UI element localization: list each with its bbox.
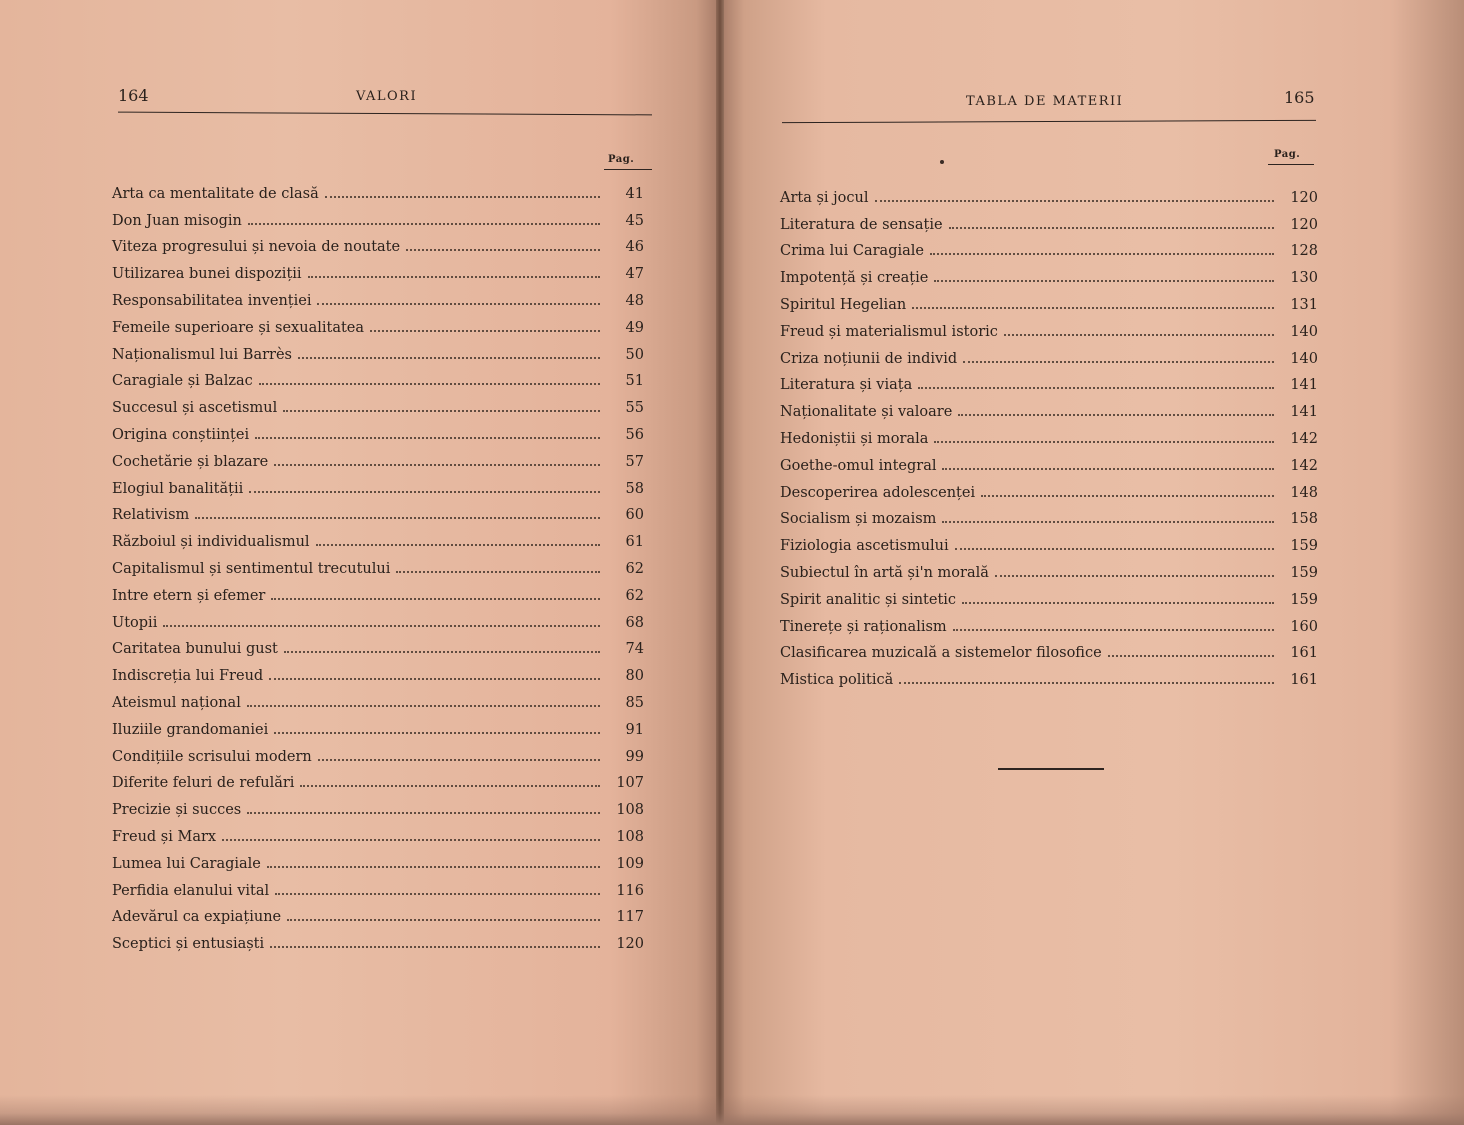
toc-entry-title: Goethe-omul integral [780,457,937,474]
toc-entry-title: Naționalismul lui Barrès [112,346,292,363]
toc-entry-title: Capitalismul și sentimentul trecutului [112,560,391,577]
toc-leader-dots [995,575,1274,577]
toc-entry-title: Subiectul în artă și'n morală [780,564,989,581]
toc-entry-title: Socialism și mozaism [780,511,937,528]
toc-entry-page: 142 [1290,457,1318,474]
toc-entry [780,502,1318,529]
toc-entry-title: Precizie și succes [112,802,242,819]
toc-leader-dots [274,464,600,466]
page-bottom-edge [0,1095,1464,1125]
toc-entry [780,528,1318,555]
toc-entry-title: Clasificarea muzicală a sistemelor filosofice [780,645,1102,662]
toc-entry [112,230,644,257]
toc-entry-page: 48 [625,292,644,309]
toc-entry-title: Freud și Marx [112,828,217,845]
toc-entry-title: Mistica politică [780,672,894,689]
toc-entry [780,368,1318,395]
toc-entry [112,873,644,900]
toc-entry [780,662,1318,689]
toc-entry-page: 51 [625,373,644,390]
toc-entry-title: Tinerețe și raționalism [780,618,947,635]
toc-entry-title: Hedoniștii și morala [780,430,929,447]
toc-leader-dots [918,387,1274,389]
toc-entry-title: Condițiile scrisului modern [112,748,312,765]
toc-entry-page: 74 [625,641,644,658]
toc-entry-page: 55 [625,400,644,417]
toc-entry [780,180,1318,207]
toc-entry-page: 50 [625,346,644,363]
right-page-header [782,86,1318,110]
toc-entry-title: Caritatea bunului gust [112,641,278,658]
left-pag-rule [604,169,652,170]
toc-entry-page: 141 [1290,377,1318,394]
toc-entry-page: 56 [625,426,644,443]
toc-entry [780,394,1318,421]
toc-entry-page: 80 [625,668,644,685]
toc-leader-dots [267,866,600,868]
toc-leader-dots [930,253,1274,255]
toc-entry [112,364,644,391]
toc-leader-dots [163,625,600,627]
toc-entry-page: 141 [1290,404,1318,421]
toc-entry-page: 159 [1290,591,1318,608]
toc-entry-page: 120 [616,936,644,953]
toc-entry-title: Crima lui Caragiale [780,243,924,260]
toc-entry-page: 57 [625,453,644,470]
toc-entry-page: 116 [616,882,644,899]
toc-entry [780,421,1318,448]
toc-entry-title: Criza noțiunii de individ [780,350,958,367]
toc-leader-dots [955,548,1274,550]
toc-leader-dots [981,495,1274,497]
toc-entry [112,792,644,819]
toc-leader-dots [300,785,600,787]
toc-entry [780,341,1318,368]
toc-entry [780,475,1318,502]
toc-entry-title: Indiscreția lui Freud [112,668,264,685]
toc-leader-dots [942,521,1274,523]
toc-entry [112,900,644,927]
toc-entry-title: Succesul și ascetismul [112,400,278,417]
toc-entry-title: Ateismul național [112,694,241,711]
toc-entry [780,448,1318,475]
toc-entry-title: Utilizarea bunei dispoziții [112,266,302,283]
toc-entry [112,685,644,712]
toc-leader-dots [963,361,1274,363]
toc-entry [780,287,1318,314]
toc-entry-page: 99 [625,748,644,765]
toc-entry [112,310,644,337]
toc-leader-dots [325,196,600,198]
toc-leader-dots [912,307,1274,309]
toc-entry [780,234,1318,261]
toc-entry-page: 140 [1290,323,1318,340]
toc-entry-title: Femeile superioare și sexualitatea [112,319,365,336]
toc-entry-title: Naționalitate și valoare [780,404,953,421]
toc-entry-title: Impotență și creație [780,270,929,287]
toc-leader-dots [1004,334,1274,336]
toc-entry-page: 49 [625,319,644,336]
toc-entry-title: Literatura și viața [780,377,913,394]
toc-entry [112,283,644,310]
toc-entry-title: Arta ca mentalitate de clasă [112,185,319,202]
toc-entry-page: 91 [625,721,644,738]
toc-entry-title: Cochetărie și blazare [112,453,269,470]
toc-leader-dots [958,414,1274,416]
toc-entry-page: 62 [625,560,644,577]
toc-entry-page: 159 [1290,538,1318,555]
toc-entry-page: 161 [1290,645,1318,662]
toc-leader-dots [949,227,1274,229]
right-running-title: TABLA DE MATERII [966,94,1124,109]
toc-entry [780,636,1318,663]
left-page-header [118,86,648,110]
toc-entry-title: Arta și jocul [780,189,869,206]
toc-entry [112,846,644,873]
toc-entry-title: Fiziologia ascetismului [780,538,949,555]
toc-entry-page: 45 [625,212,644,229]
toc-entry [112,417,644,444]
toc-leader-dots [370,330,600,332]
toc-leader-dots [396,571,600,573]
toc-entry-page: 58 [625,480,644,497]
toc-entry [112,471,644,498]
toc-entry [112,658,644,685]
toc-entry-page: 47 [625,266,644,283]
toc-entry-page: 120 [1290,189,1318,206]
toc-entry [780,555,1318,582]
toc-leader-dots [255,437,600,439]
paper-fleck [940,160,944,164]
toc-leader-dots [275,893,600,895]
toc-entry-title: Elogiul banalității [112,480,244,497]
toc-leader-dots [942,468,1274,470]
toc-entry-title: Adevărul ca expiațiune [112,909,282,926]
toc-entry-page: 120 [1290,216,1318,233]
toc-leader-dots [1108,655,1274,657]
toc-leader-dots [271,598,600,600]
toc-entry-page: 142 [1290,430,1318,447]
toc-leader-dots [247,812,600,814]
toc-leader-dots [283,410,600,412]
toc-entry-page: 160 [1290,618,1318,635]
toc-entry [112,739,644,766]
toc-entry [780,314,1318,341]
toc-entry [112,926,644,953]
toc-entry [112,444,644,471]
toc-entry [112,256,644,283]
toc-entry-title: Caragiale și Balzac [112,373,253,390]
toc-leader-dots [249,491,600,493]
toc-entry-title: Origina conștiinței [112,426,250,443]
toc-leader-dots [222,839,600,841]
toc-entry-title: Don Juan misogin [112,212,242,229]
toc-leader-dots [875,200,1275,202]
toc-entry-title: Descoperirea adolescenței [780,484,976,501]
toc-entry-title: Spirit analitic și sintetic [780,591,957,608]
right-page-number: 165 [1284,88,1315,107]
toc-leader-dots [953,629,1274,631]
toc-entry-title: Responsabilitatea invenției [112,292,312,309]
toc-entry-page: 85 [625,694,644,711]
toc-entry-page: 161 [1290,672,1318,689]
toc-entry-title: Lumea lui Caragiale [112,855,261,872]
toc-entry-page: 109 [616,855,644,872]
right-pag-rule [1268,164,1314,165]
toc-entry-page: 107 [616,775,644,792]
toc-entry-title: Intre etern și efemer [112,587,266,604]
toc-leader-dots [934,280,1274,282]
toc-entry [112,605,644,632]
toc-entry-page: 68 [625,614,644,631]
toc-entry-page: 108 [616,828,644,845]
toc-entry [112,176,644,203]
toc-entry-page: 130 [1290,270,1318,287]
toc-leader-dots [274,732,600,734]
toc-entry [780,260,1318,287]
toc-entry [112,203,644,230]
toc-entry [112,524,644,551]
toc-entry [112,390,644,417]
toc-leader-dots [248,223,600,225]
toc-entry-page: 131 [1290,296,1318,313]
toc-entry-title: Utopii [112,614,158,631]
toc-leader-dots [284,651,600,653]
toc-leader-dots [269,678,600,680]
toc-entry-title: Freud și materialismul istoric [780,323,998,340]
toc-entry [780,582,1318,609]
toc-entry-page: 61 [625,534,644,551]
toc-entry-page: 148 [1290,484,1318,501]
toc-entry-page: 128 [1290,243,1318,260]
toc-entry [112,766,644,793]
toc-leader-dots [195,517,600,519]
toc-entry-page: 46 [625,239,644,256]
toc-entry [112,819,644,846]
toc-leader-dots [934,441,1274,443]
toc-leader-dots [899,682,1274,684]
toc-entry-page: 159 [1290,564,1318,581]
toc-entry [112,632,644,659]
toc-entry-title: Literatura de sensație [780,216,943,233]
right-pag-label: Pag. [1274,149,1301,160]
toc-entry [112,712,644,739]
toc-leader-dots [308,276,600,278]
toc-entry [112,578,644,605]
toc-leader-dots [962,602,1274,604]
toc-entry-title: Spiritul Hegelian [780,296,907,313]
book-gutter [716,0,724,1125]
toc-entry-page: 158 [1290,511,1318,528]
toc-entry-title: Iluziile grandomaniei [112,721,269,738]
toc-entry-page: 60 [625,507,644,524]
toc-entry-page: 41 [625,185,644,202]
toc-entry-page: 62 [625,587,644,604]
toc-entry [112,498,644,525]
toc-entry [112,337,644,364]
toc-entry-title: Viteza progresului și nevoia de noutate [112,239,401,256]
toc-entry [112,551,644,578]
toc-entry-title: Perfidia elanului vital [112,882,270,899]
toc-entry-title: Sceptici și entusiaști [112,936,265,953]
toc-leader-dots [247,705,600,707]
toc-entry-page: 140 [1290,350,1318,367]
toc-leader-dots [259,383,600,385]
toc-leader-dots [270,946,600,948]
left-page-number: 164 [118,86,149,105]
toc-leader-dots [287,919,600,921]
toc-entry-title: Relativism [112,507,190,524]
toc-entry-title: Diferite feluri de refulări [112,775,295,792]
toc-leader-dots [406,249,600,251]
toc-leader-dots [316,544,600,546]
end-of-contents-rule [998,768,1104,770]
toc-leader-dots [298,357,600,359]
toc-leader-dots [317,303,600,305]
toc-entry [780,609,1318,636]
left-pag-label: Pag. [608,154,635,165]
right-toc-list [780,180,1318,689]
toc-entry-title: Războiul și individualismul [112,534,310,551]
left-running-title: VALORI [356,89,418,104]
toc-leader-dots [318,759,600,761]
left-toc-list [112,176,644,953]
toc-entry-page: 108 [616,802,644,819]
toc-entry [780,207,1318,234]
toc-entry-page: 117 [616,909,644,926]
